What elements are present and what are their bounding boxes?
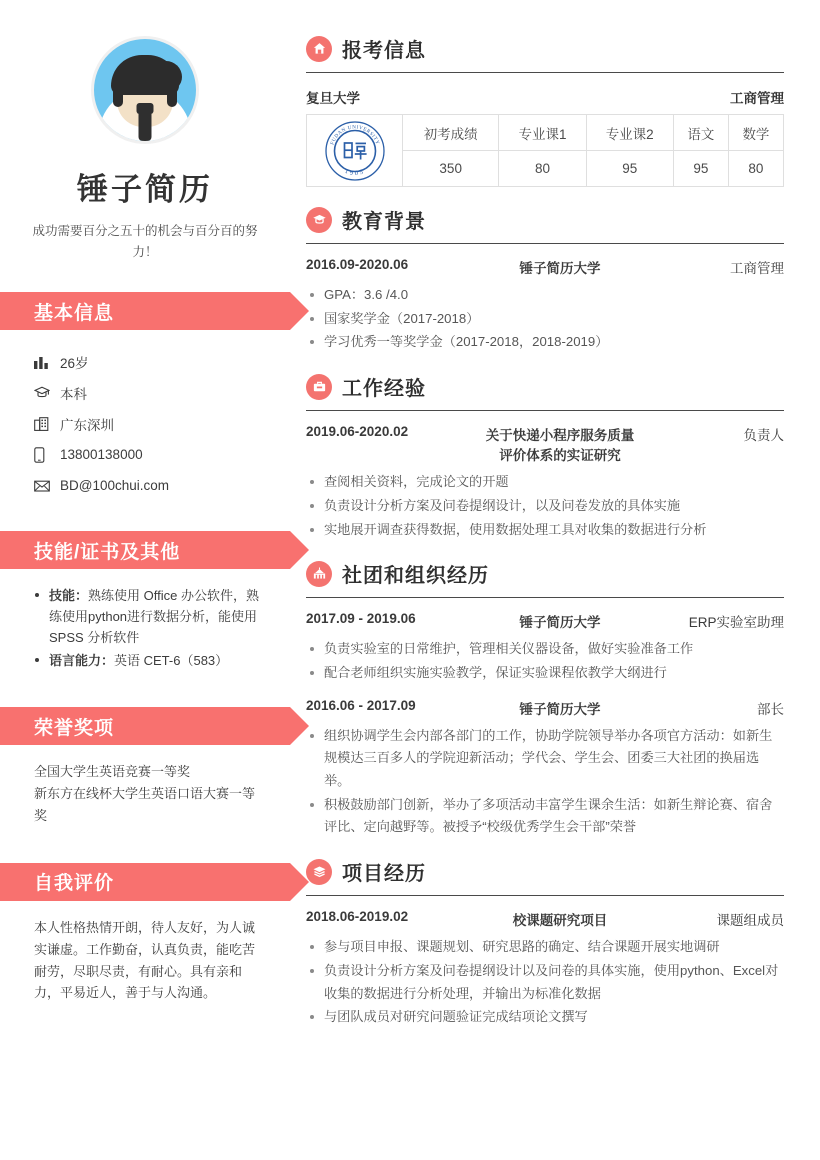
sidebar-section-basic-body xyxy=(0,346,290,501)
table-cell-score: 80 xyxy=(499,151,586,187)
table-header-cell: 语文 xyxy=(673,115,728,151)
sidebar-section-self-eval-header xyxy=(0,863,290,901)
table-header-cell: 专业课1 xyxy=(499,115,586,151)
work-date: 2019.06-2020.02 xyxy=(306,424,409,440)
basic-info-value: 13800138000 xyxy=(60,447,143,463)
basic-info-item-education xyxy=(34,377,264,408)
exam-school-row xyxy=(306,87,784,107)
section-title: 社团和组织经历 xyxy=(342,565,489,588)
education-entry-header xyxy=(306,257,784,277)
sidebar-section-self-eval-title: 自我评价 xyxy=(34,873,115,895)
section-title: 项目经历 xyxy=(342,863,426,886)
layers-icon xyxy=(306,859,332,885)
avatar-tie xyxy=(139,111,152,141)
graduation-cap-icon xyxy=(34,386,60,400)
list-item: 实地展开调查获得数据，使用数据处理工具对收集的数据进行分析 xyxy=(306,519,784,542)
work-project-line1: 关于快递小程序服务质量 xyxy=(485,428,635,444)
avatar-container xyxy=(0,0,290,144)
sidebar-section-skills-title: 技能/证书及其他 xyxy=(34,541,181,563)
work-project-line2: 评价体系的实证研究 xyxy=(499,448,621,464)
list-item: 负责实验室的日常维护，管理相关仪器设备，做好实验准备工作 xyxy=(306,638,784,661)
sidebar xyxy=(0,0,290,1160)
basic-info-item-location xyxy=(34,408,264,439)
honors-line: 新东方在线杯大学生英语口语大赛一等奖 xyxy=(34,786,256,824)
honors-line: 全国大学生英语竞赛一等奖 xyxy=(34,764,191,780)
work-project xyxy=(466,424,654,464)
section-exam-info xyxy=(306,34,784,187)
sidebar-section-honors-title: 荣誉奖项 xyxy=(34,717,115,739)
building-icon xyxy=(34,417,60,431)
list-item: 负责设计分析方案及问卷提纲设计，以及问卷发放的具体实施 xyxy=(306,495,784,518)
education-date: 2016.09-2020.06 xyxy=(306,257,409,272)
education-major: 工商管理 xyxy=(730,261,784,276)
sidebar-section-skills-header xyxy=(0,531,290,569)
sidebar-section-skills-body xyxy=(0,585,290,671)
work-entry-header xyxy=(306,424,784,464)
list-item: 国家奖学金（2017-2018） xyxy=(306,308,784,331)
section-divider xyxy=(306,410,784,411)
table-cell-score: 350 xyxy=(403,151,499,187)
envelope-icon xyxy=(34,480,60,492)
resume-motto: 成功需要百分之五十的机会与百分百的努力！ xyxy=(32,224,258,259)
main-content xyxy=(290,0,820,1160)
self-eval-text: 本人性格热情开朗，待人友好，为人诚实谦虚。工作勤奋，认真负责，能吃苦耐劳，尽职尽责，有耐心。具有亲和力，平易近人，善于与人沟通。 xyxy=(34,919,256,1001)
sidebar-section-honors-body xyxy=(0,761,290,826)
table-row xyxy=(307,115,784,151)
sidebar-section-basic-header xyxy=(0,292,290,330)
project-date: 2018.06-2019.02 xyxy=(306,909,409,925)
project-role: 课题组成员 xyxy=(716,913,784,929)
club-org: 锤子简历大学 xyxy=(519,615,601,631)
club-bullets xyxy=(306,725,784,840)
basic-info-list xyxy=(34,346,264,501)
education-school: 锤子简历大学 xyxy=(519,261,601,276)
institution-icon xyxy=(306,561,332,587)
skills-item-label: 技能： xyxy=(49,588,89,604)
skills-item-text: 英语 CET-6（583） xyxy=(114,653,229,669)
fudan-logo-cell xyxy=(307,115,403,187)
table-header-cell: 数学 xyxy=(728,115,783,151)
exam-school: 复旦大学 xyxy=(306,91,360,106)
skills-list xyxy=(34,585,264,671)
briefcase-icon xyxy=(306,374,332,400)
skills-item-text: 熟练使用 Office 办公软件，熟练使用python进行数据分析，能使用 SPSS 分析软件 xyxy=(49,588,259,646)
section-club-experience xyxy=(306,559,784,839)
basic-info-item-email xyxy=(34,470,264,501)
section-divider xyxy=(306,243,784,244)
club-date: 2016.06 - 2017.09 xyxy=(306,697,416,713)
phone-icon xyxy=(34,447,60,463)
svg-text:1905: 1905 xyxy=(343,167,366,177)
basic-info-value: 26岁 xyxy=(60,355,89,371)
project-bullets xyxy=(306,936,784,1029)
sidebar-section-basic-title: 基本信息 xyxy=(34,302,115,324)
avatar-hair xyxy=(111,55,179,95)
section-project-experience xyxy=(306,857,784,1029)
table-header-cell: 初考成绩 xyxy=(403,115,499,151)
section-header xyxy=(306,559,784,588)
list-item: 参与项目申报、课题规划、研究思路的确定、结合课题开展实地调研 xyxy=(306,936,784,959)
list-item: 学习优秀一等奖学金（2017-2018，2018-2019） xyxy=(306,331,784,354)
table-header-cell: 专业课2 xyxy=(586,115,673,151)
resume-name: 锤子简历 xyxy=(77,172,213,207)
fudan-university-logo-icon xyxy=(324,120,386,182)
list-item: 查阅相关资料，完成论文的开题 xyxy=(306,471,784,494)
section-divider xyxy=(306,895,784,896)
section-header xyxy=(306,205,784,234)
section-title: 报考信息 xyxy=(342,40,426,62)
list-item: 与团队成员对研究问题验证完成结项论文撰写 xyxy=(306,1006,784,1029)
club-entry-header xyxy=(306,698,784,718)
list-item xyxy=(34,650,264,671)
table-cell-score: 80 xyxy=(728,151,783,187)
section-divider xyxy=(306,597,784,598)
club-role: ERP实验室助理 xyxy=(688,615,784,631)
list-item: 积极鼓励部门创新，举办了多项活动丰富学生课余生活：如新生辩论赛、宿舍评比、定向越野等。被授予“校级优秀学生会干部”荣誉 xyxy=(306,794,784,839)
table-cell-score: 95 xyxy=(673,151,728,187)
basic-info-value: 本科 xyxy=(60,386,87,402)
section-work-experience xyxy=(306,372,784,541)
work-bullets xyxy=(306,471,784,541)
club-org: 锤子简历大学 xyxy=(519,701,601,717)
honors-list xyxy=(34,761,264,826)
section-title: 工作经验 xyxy=(342,378,426,401)
svg-text:FUDAN UNIVERSITY: FUDAN UNIVERSITY xyxy=(328,123,381,146)
sidebar-section-self-eval-body xyxy=(0,917,290,1004)
graduation-cap-icon xyxy=(306,207,332,233)
basic-info-value: 广东深圳 xyxy=(60,417,114,433)
skills-item-label: 语言能力： xyxy=(49,653,115,669)
sidebar-section-honors-header xyxy=(0,707,290,745)
section-education xyxy=(306,205,784,354)
list-item: 负责设计分析方案及问卷提纲设计以及问卷的具体实施，使用python、Excel对收集的数据进行分析处理，并输出为标准化数据 xyxy=(306,960,784,1005)
work-role: 负责人 xyxy=(743,428,784,444)
list-item xyxy=(34,585,264,648)
list-item: 配合老师组织实施实验教学，保证实验课程依教学大纲进行 xyxy=(306,662,784,685)
exam-major: 工商管理 xyxy=(730,91,784,106)
table-cell-score: 95 xyxy=(586,151,673,187)
section-divider xyxy=(306,72,784,73)
education-bullets xyxy=(306,284,784,354)
list-item: GPA：3.6 /4.0 xyxy=(306,284,784,307)
club-role: 部长 xyxy=(757,701,784,717)
club-bullets xyxy=(306,638,784,684)
section-header xyxy=(306,34,784,63)
basic-info-value: BD@100chui.com xyxy=(60,478,170,494)
basic-info-item-phone xyxy=(34,439,264,470)
project-entry-header xyxy=(306,909,784,929)
home-icon xyxy=(306,36,332,62)
section-header xyxy=(306,372,784,401)
club-date: 2017.09 - 2019.06 xyxy=(306,611,416,627)
basic-info-item-age xyxy=(34,346,264,377)
section-header xyxy=(306,857,784,886)
list-item: 组织协调学生会内部各部门的工作，协助学院领导举办各项官方活动：如新生规模达三百多人的学院迎新活动；学代会、学生会、团委三大社团的换届选举。 xyxy=(306,725,784,793)
exam-scores-table xyxy=(306,114,784,187)
section-title: 教育背景 xyxy=(342,211,426,233)
project-name: 校课题研究项目 xyxy=(512,913,608,929)
avatar xyxy=(91,36,199,144)
bar-chart-icon xyxy=(34,355,60,369)
club-entry-header xyxy=(306,611,784,631)
